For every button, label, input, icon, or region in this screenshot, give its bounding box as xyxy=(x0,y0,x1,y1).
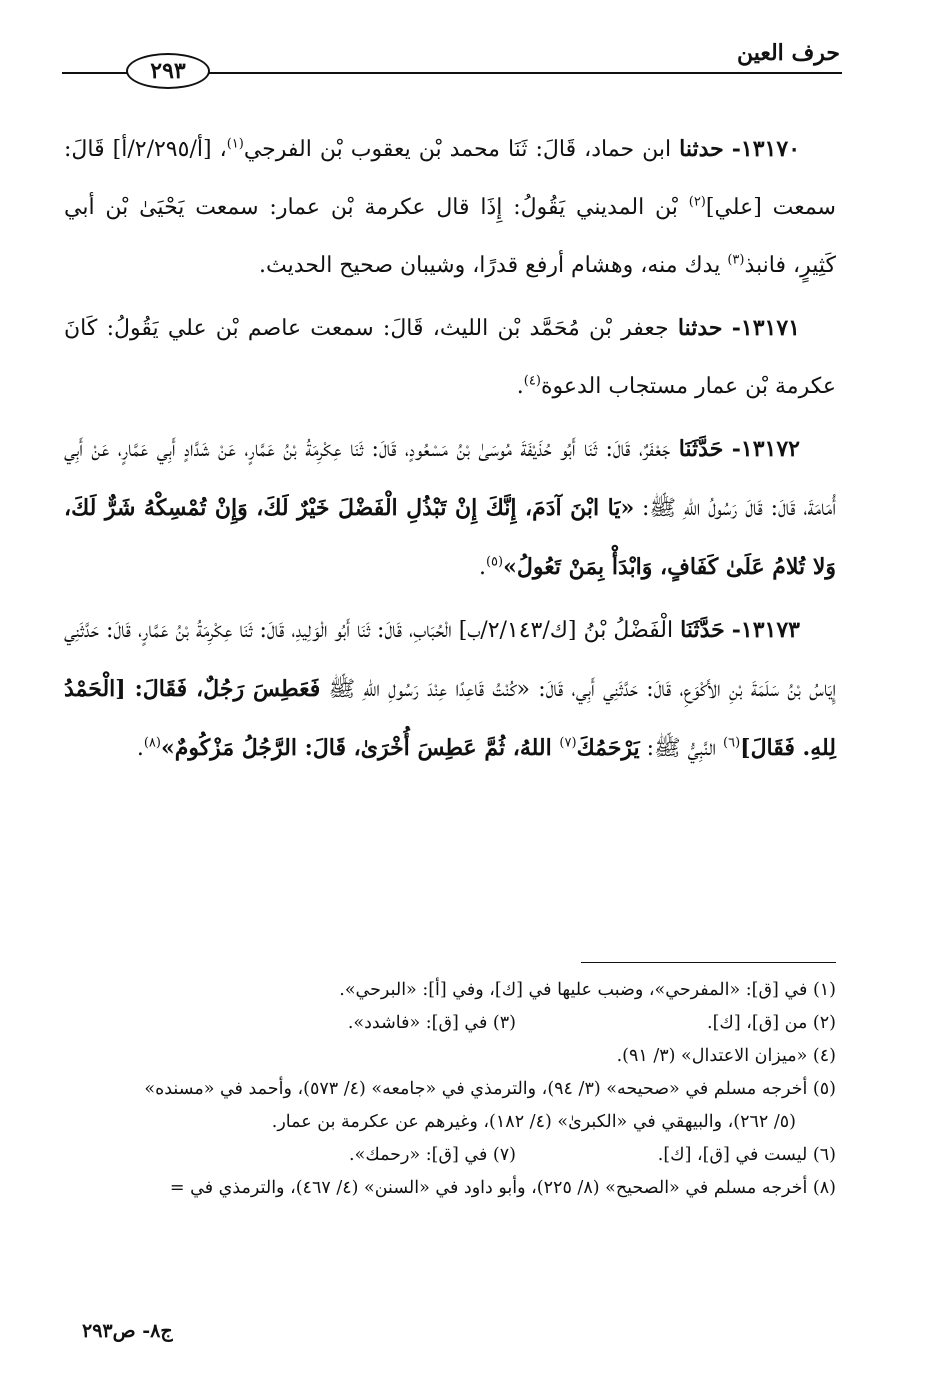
footnote-ref[interactable]: (٤) xyxy=(523,373,541,389)
footnote-ref[interactable]: (٥) xyxy=(485,554,504,570)
footnote-3: (٣) في [ق]: «فاشدد». xyxy=(347,1013,516,1033)
footnote-2: (٢) من [ق]، [ك]. xyxy=(707,1013,836,1033)
entry-text: . xyxy=(136,736,144,761)
entry-label: حَدَّثَنَا xyxy=(680,617,725,643)
page-number-badge xyxy=(126,53,210,89)
footnote-ref[interactable]: (٨) xyxy=(143,735,161,751)
footnote-7: (٧) في [ق]: «رحمك». xyxy=(349,1145,516,1165)
footnote-ref[interactable]: (٢) xyxy=(688,194,706,210)
entry-text: ابن حماد، قَالَ: ثَنَا محمد بْن يعقوب بْن الفرجي xyxy=(243,137,672,162)
footnote-6: (٦) ليست في [ق]، [ك]. xyxy=(657,1145,836,1165)
prophetic-saying: اللهُ، ثُمَّ عَطِسَ أُخْرَىٰ، قَالَ: الرَّجُلُ مَزْكُومٌ» xyxy=(160,735,560,761)
prophetic-saying: «يَا ابْنَ آدَمَ، إِنَّكَ إِنْ تَبْذُلِ الْفَضْلَ خَيْرٌ لَكَ، وَإِنْ تُمْسِكْهُ شَرٌّ لَكَ، وَلا تُلامُ عَلَىٰ كَفَافٍ، وَابْدَأْ بِمَنْ تَعُولُ» xyxy=(64,495,836,580)
entry-text: بْن المديني يَقُولُ: إِذَا قال عكرمة بْن عمار: سمعت يَحْيَىٰ بْن أبي كَثِيرٍ، فانبذ xyxy=(64,195,836,278)
footnote-ref[interactable]: (٧) xyxy=(559,735,577,751)
entry-label: حَدَّثَنَا xyxy=(678,436,724,462)
footnotes xyxy=(56,974,836,1205)
footnote-separator xyxy=(581,962,836,963)
hadith-entry-13173 xyxy=(64,601,836,778)
entry-text: جَعْفَرٌ، قَالَ: ثَنَا أَبُو حُذَيْفَةَ مُوسَىٰ بْنُ مَسْعُودٍ، قَالَ: ثَنَا عِكْرِمَةُ بْنُ عَمَّارٍ، عَنْ شَدَّادٍ أَبِي عَمَّارٍ، عَنْ أَبِي أُمَامَةَ، قَالَ: قَالَ رَسُولُ اللهِ ﷺ: xyxy=(64,437,836,521)
footnote-ref[interactable]: (٦) xyxy=(723,735,741,751)
hadith-entry-13170 xyxy=(64,120,836,295)
entry-number: ١٣١٧١- xyxy=(731,315,800,341)
footnote-ref[interactable]: (١) xyxy=(226,136,244,152)
entry-text: الْفَضْلُ بْنُ [ك/٢/١٤٣/ب] الْحُبَابِ، قَالَ: ثَنَا أَبُو الْوَلِيدِ، قَالَ: ثَنَا عِكْرِمَةُ بْنُ عَمَّارٍ، قَالَ: حَدَّثَنِي إِيَاسُ بْنُ سَلَمَةَ بْنِ الأَكْوَعِ، قَالَ: حَدَّثَنِي أَبِي، قَالَ: «كُنْتُ قَاعِدًا عِنْدَ رَسُولِ اللهِ ﷺ xyxy=(64,618,836,702)
entry-text: جعفر بْن مُحَمَّد بْن الليث، قَالَ: سمعت عاصم بْن علي يَقُولُ: كَانَ عكرمة بْن عمار مستجاب الدعوة xyxy=(64,316,836,399)
entry-text: يدك منه، وهشام أرفع قدرًا، وشيبان صحيح الحديث. xyxy=(259,253,728,278)
footnote-4: (٤) «ميزان الاعتدال» (٣/ ٩١). xyxy=(616,1046,836,1066)
footnote-row xyxy=(56,1139,836,1172)
footnote-5: (٥) أخرجه مسلم في «صحيحه» (٣/ ٩٤)، والترمذي في «جامعه» (٤/ ٥٧٣)، وأحمد في «مسنده» xyxy=(144,1079,836,1099)
footnote-ref[interactable]: (٣) xyxy=(727,252,745,268)
footnote-8: (٨) أخرجه مسلم في «الصحيح» (٨/ ٢٢٥)، وأبو داود في «السنن» (٤/ ٤٦٧)، والترمذي في = xyxy=(169,1178,836,1198)
hadith-entry-13171 xyxy=(64,299,836,416)
entry-text: . xyxy=(478,555,486,580)
prophetic-saying: فَعَطِسَ رَجُلٌ، فَقَالَ: [الْحَمْدُ لِلهِ. فَقَالَ] xyxy=(64,676,836,761)
entry-number: ١٣١٧٢- xyxy=(731,436,800,462)
running-header-title: حرف العين xyxy=(736,40,840,66)
entry-label: حدثنا xyxy=(679,136,724,162)
prophetic-saying: يَرْحَمُكَ xyxy=(576,735,640,761)
footnote-5-continuation: (٥/ ٢٦٢)، والبيهقي في «الكبرىٰ» (٤/ ١٨٢)، وغيرهم عن عكرمة بن عمار. xyxy=(271,1112,796,1132)
page-footer: ج٨- ص٢٩٣ xyxy=(82,1320,173,1342)
main-text xyxy=(64,120,836,782)
entry-text: النَّبِيُّ ﷺ: xyxy=(639,736,724,761)
entry-number: ١٣١٧٣- xyxy=(731,617,800,643)
entry-label: حدثنا xyxy=(677,315,723,341)
hadith-entry-13172 xyxy=(64,420,836,597)
entry-number: ١٣١٧٠- xyxy=(731,136,801,162)
page-number: ٢٩٣ xyxy=(150,58,186,84)
entry-text: ، [أ/٢/٢٩٥/أ] قَالَ: سمعت [علي] xyxy=(64,137,836,220)
entry-text: . xyxy=(516,374,524,399)
footnote-row xyxy=(56,1007,836,1040)
footnote-1: (١) في [ق]: «المفرحي»، وضبب عليها في [ك]، وفي [أ]: «البرحي». xyxy=(339,980,836,1000)
